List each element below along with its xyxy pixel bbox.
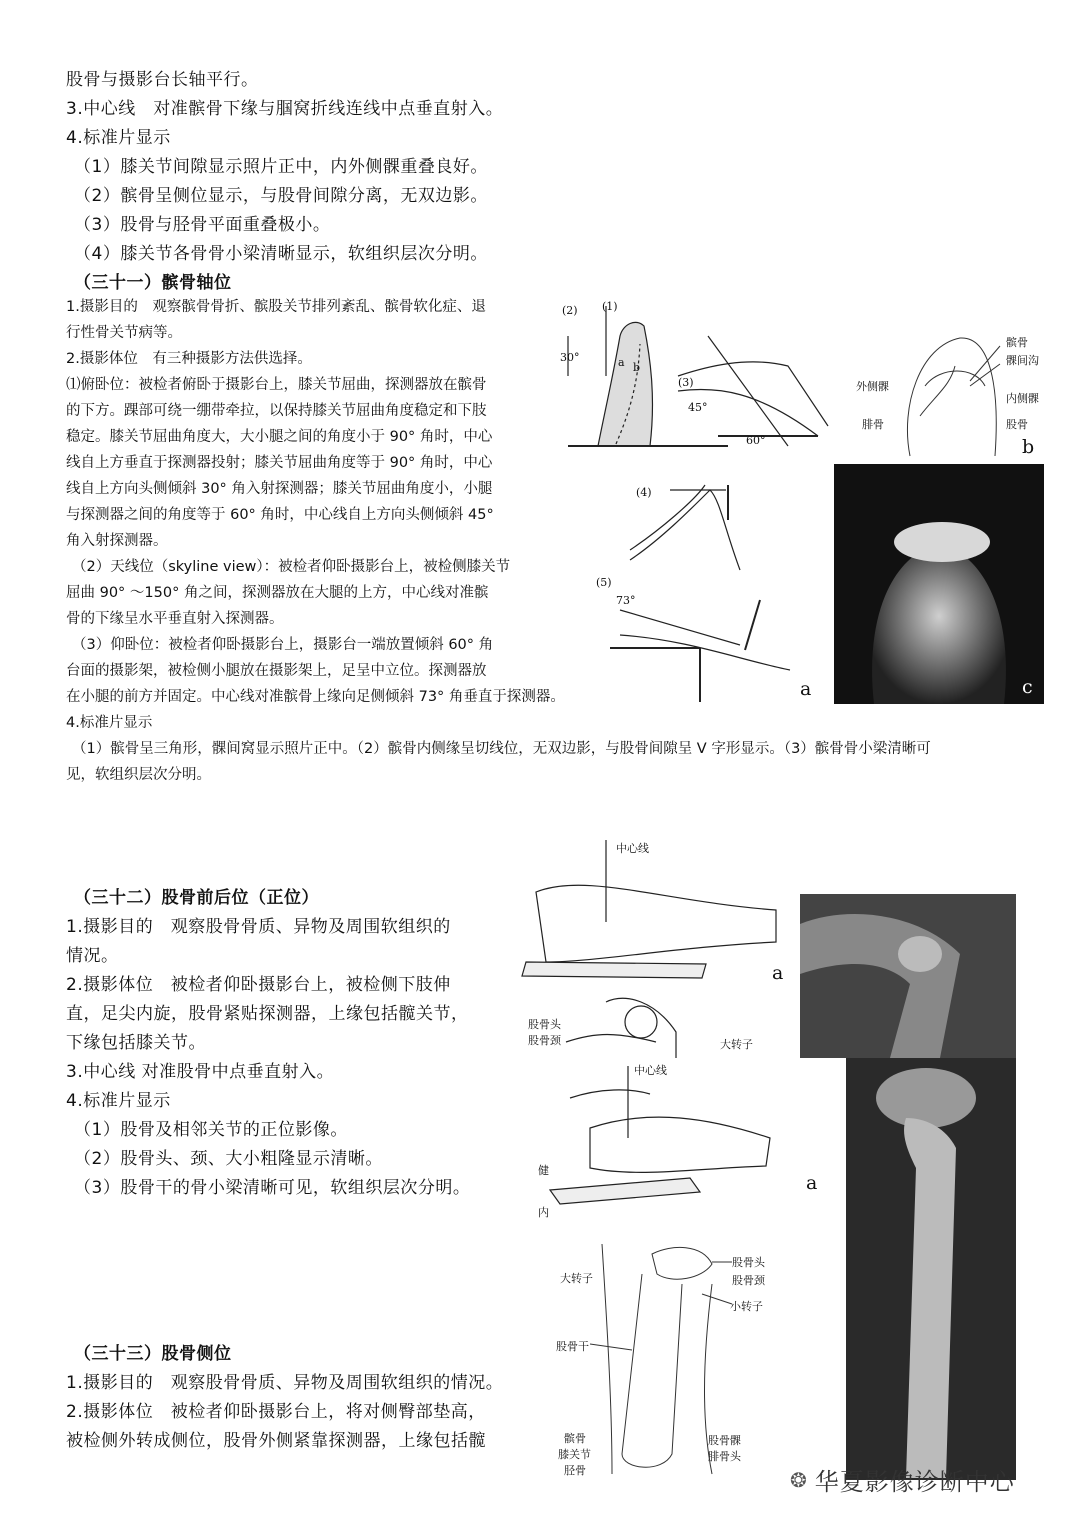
para: 1.摄影目的 观察股骨骨质、异物及周围软组织的 (66, 917, 451, 937)
section-32-text (66, 884, 506, 1203)
xray-image (846, 1058, 1016, 1480)
label-n5: (5) (596, 576, 612, 589)
method-1-line: 角入射探测器。 (66, 533, 168, 549)
femur-lateral-position-diagram (530, 1058, 780, 1220)
label-n2: (2) (562, 304, 578, 317)
femur-ap-position-diagram (506, 832, 782, 1058)
figure-letter-a: a (800, 678, 812, 700)
method-3-line: 在小腿的前方并固定。中心线对准髌骨上缘向足侧倾斜 73° 角垂直于探测器。 (66, 689, 565, 705)
para: 直，足尖内旋，股骨紧贴探测器，上缘包括髋关节， (66, 1004, 469, 1024)
para: 1.摄影目的 观察股骨骨质、异物及周围软组织的情况。 (66, 1373, 504, 1393)
top-line: 股骨与摄影台长轴平行。 (66, 70, 259, 90)
top-line: 4.标准片显示 (66, 128, 171, 148)
patella-position-diagram-1-3 (558, 296, 832, 456)
top-line: （4）膝关节各骨骨小梁清晰显示，软组织层次分明。 (74, 244, 488, 264)
method-1-line: 与探测器之间的角度等于 60° 角时，中心线自上方向头侧倾斜 45° (66, 507, 494, 523)
para: 4.标准片显示 (66, 715, 153, 731)
para: 被检侧外转成侧位，股骨外侧紧靠探测器，上缘包括髋 (66, 1431, 486, 1451)
xray-image (800, 894, 1016, 1058)
femur-lateral-anatomy-diagram (552, 1224, 784, 1480)
top-line: （3）股骨与胫骨平面重叠极小。 (74, 215, 331, 235)
label-n3: (3) (678, 376, 694, 389)
label-femoral-condyle: 股骨髁 (708, 1434, 741, 1447)
label-la: a (618, 356, 625, 369)
label-side: 健 (538, 1164, 549, 1177)
para: 2.摄影体位 被检者仰卧摄影台上，被检侧下肢伸 (66, 975, 451, 995)
label-groove: 髁间沟 (1006, 354, 1039, 367)
xray-image (834, 464, 1044, 704)
label-lateral: 外侧髁 (856, 380, 889, 393)
method-1-line: 稳定。膝关节屈曲角度大，大小腿之间的角度小于 90° 角时，中心 (66, 429, 493, 445)
label-femoral-head: 股骨头 (528, 1018, 561, 1031)
label-knee-joint: 膝关节 (558, 1448, 591, 1461)
label-patella: 髌骨 (1006, 336, 1028, 349)
label-fibula: 腓骨 (862, 418, 884, 431)
figure-letter-a: a (806, 1172, 818, 1194)
method-2-line: （2）天线位（skyline view）：被检者仰卧摄影台上，被检侧膝关节 (72, 559, 511, 575)
para: 2.摄影体位 有三种摄影方法供选择。 (66, 351, 312, 367)
top-line: （1）膝关节间隙显示照片正中，内外侧髁重叠良好。 (74, 157, 488, 177)
para: 2.摄影体位 被检者仰卧摄影台上，将对侧臀部垫高， (66, 1402, 486, 1422)
method-1-line: 线自上方垂直于探测器投射；膝关节屈曲角度等于 90° 角时，中心 (66, 455, 493, 471)
para: 行性骨关节病等。 (66, 325, 182, 341)
femur-lateral-xray (846, 1058, 1016, 1480)
watermark (790, 1462, 1015, 1497)
label-center-line: 中心线 (634, 1064, 667, 1077)
para: 3.中心线 对准股骨中点垂直射入。 (66, 1062, 335, 1082)
method-3-line: 台面的摄影架，被检侧小腿放在摄影架上，足呈中立位。探测器放 (66, 663, 487, 679)
label-n1: (1) (602, 300, 618, 313)
section-heading-31: （三十一）髌骨轴位 (74, 273, 232, 293)
section-heading-33: （三十三）股骨侧位 (74, 1344, 232, 1364)
para: （3）股骨干的骨小梁清晰可见，软组织层次分明。 (74, 1178, 471, 1198)
figure-letter-a: a (772, 962, 784, 984)
label-greater-trochanter: 大转子 (560, 1272, 593, 1285)
leg-sketch (558, 296, 832, 456)
label-a30: 30° (560, 351, 580, 364)
label-n4: (4) (636, 486, 652, 499)
method-1-line: ⑴俯卧位：被检者俯卧于摄影台上，膝关节屈曲，探测器放在髌骨 (66, 377, 487, 393)
label-femoral-head: 股骨头 (732, 1256, 765, 1269)
leg-sketch-2 (600, 470, 832, 702)
para: 下缘包括膝关节。 (66, 1033, 206, 1053)
femur-ap-xray (800, 894, 1016, 1058)
top-line: （2）髌骨呈侧位显示，与股骨间隙分离，无双边影。 (74, 186, 488, 206)
label-fibular-head: 腓骨头 (708, 1450, 741, 1463)
figure-letter-b: b (1022, 436, 1035, 458)
para: （1）股骨及相邻关节的正位影像。 (74, 1120, 348, 1140)
para: 情况。 (66, 946, 119, 966)
figure-letter-c: c (1022, 676, 1033, 698)
label-a45: 45° (688, 401, 708, 414)
label-lesser-trochanter: 小转子 (730, 1300, 763, 1313)
label-greater-trochanter: 大转子 (720, 1038, 753, 1051)
para: 4.标准片显示 (66, 1091, 171, 1111)
patella-axial-anatomy-diagram (850, 326, 1042, 460)
top-line: 3.中心线 对准髌骨下缘与腘窝折线连线中点垂直射入。 (66, 99, 504, 119)
section-33-text (66, 1340, 546, 1456)
label-a60: 60° (746, 434, 766, 447)
wechat-icon: ❂ (790, 1467, 807, 1492)
label-center-line: 中心线 (616, 842, 649, 855)
top-text-block (66, 66, 586, 298)
method-1-line: 的下方。踝部可绕一绷带牵拉，以保持膝关节屈曲角度稳定和下肢 (66, 403, 487, 419)
para: 见，软组织层次分明。 (66, 767, 211, 783)
label-femur: 股骨 (1006, 418, 1028, 431)
label-femoral-shaft: 股骨干 (556, 1340, 589, 1353)
label-inner: 内 (538, 1206, 549, 1219)
para: （2）股骨头、颈、大小粗隆显示清晰。 (74, 1149, 383, 1169)
method-1-line: 线自上方向头侧倾斜 30° 角入射探测器；膝关节屈曲角度小，小腿 (66, 481, 493, 497)
method-3-line: （3）仰卧位：被检者仰卧摄影台上，摄影台一端放置倾斜 60° 角 (72, 637, 494, 653)
method-2-line: 骨的下缘呈水平垂直射入探测器。 (66, 611, 284, 627)
label-femoral-neck: 股骨颈 (732, 1274, 765, 1287)
patella-axial-xray (834, 464, 1044, 704)
label-a73: 73° (616, 594, 636, 607)
para: （1）髌骨呈三角形，髁间窝显示照片正中。（2）髌骨内侧缘呈切线位，无双边影，与股骨间隙呈 V 字形显示。（3）髌骨骨小梁清晰可 (72, 741, 931, 757)
label-medial: 内侧髁 (1006, 392, 1039, 405)
femur-lateral-sketch (530, 1058, 780, 1220)
patella-position-diagram-4-5 (596, 470, 832, 702)
para: 1.摄影目的 观察髌骨骨折、髌股关节排列紊乱、髌骨软化症、退 (66, 299, 486, 315)
label-tibia: 胫骨 (564, 1464, 586, 1477)
label-patella: 髌骨 (564, 1432, 586, 1445)
label-lb: b (633, 361, 641, 374)
method-2-line: 屈曲 90° ～150° 角之间，探测器放在大腿的上方，中心线对准髌 (66, 585, 489, 601)
section-heading-32: （三十二）股骨前后位（正位） (74, 888, 319, 908)
label-femoral-neck: 股骨颈 (528, 1034, 561, 1047)
watermark-text: 华夏影像诊断中心 (814, 1468, 1015, 1496)
